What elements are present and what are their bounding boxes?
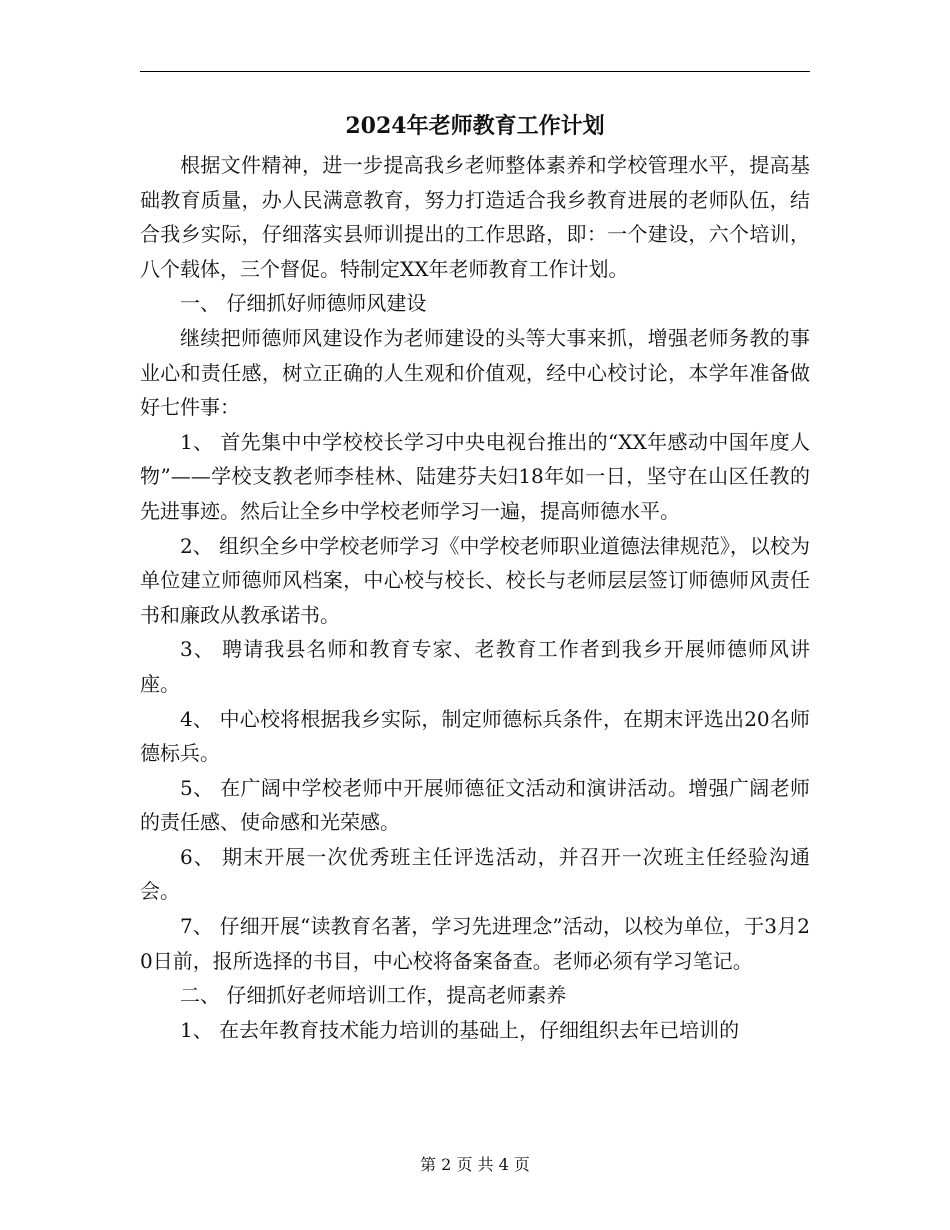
list-item-3: 3、 聘请我县名师和教育专家、老教育工作者到我乡开展师德师风讲座。 <box>140 637 810 696</box>
header-rule <box>140 71 810 72</box>
document-title: 2024年老师教育工作计划 <box>345 113 605 139</box>
list-item-8: 1、 在去年教育技术能力培训的基础上，仔细组织去年已培训的 <box>180 1017 740 1042</box>
section-heading-1: 一、 仔细抓好师德师风建设 <box>180 291 427 316</box>
list-item-5: 5、 在广阔中学校老师中开展师德征文活动和演讲活动。增强广阔老师的责任感、使命感和光荣感。 <box>140 775 810 835</box>
paragraph-section-1-intro: 继续把师德师风建设作为老师建设的头等大事来抓，增强老师务教的事业心和责任感，树立正确的人生观和价值观，经中心校讨论，本学年准备做好七件事： <box>140 325 810 420</box>
document-body <box>140 148 810 1047</box>
paragraph-intro: 根据文件精神，进一步提高我乡老师整体素养和学校管理水平，提高基础教育质量，办人民满意教育，努力打造适合我乡教育进展的老师队伍，结合我乡实际，仔细落实县师训提出的工作思路，即：一个建设，六个培训，八个载体，三个督促。特制定XX年老师教育工作计划。 <box>140 153 810 281</box>
list-item-7: 7、 仔细开展“读教育名著，学习先进理念”活动，以校为单位，于3月20日前，报所选择的书目，中心校将备案备查。老师必须有学习笔记。 <box>140 914 810 973</box>
page-number-footer: 第 2 页 共 4 页 <box>420 1155 530 1174</box>
list-item-4: 4、 中心校将根据我乡实际，制定师德标兵条件，在期末评选出20名师德标兵。 <box>140 706 810 766</box>
list-item-6: 6、 期末开展一次优秀班主任评选活动，并召开一次班主任经验沟通会。 <box>140 844 810 904</box>
section-heading-2: 二、 仔细抓好老师培训工作，提高老师素养 <box>180 983 567 1008</box>
list-item-1: 1、 首先集中中学校校长学习中央电视台推出的“XX年感动中国年度人物”——学校支教老师李桂林、陆建芬夫妇18年如一日，坚守在山区任教的先进事迹。然后让全乡中学校老师学习一遍，提高师德水平。 <box>140 429 810 523</box>
list-item-2: 2、 组织全乡中学校老师学习《中学校老师职业道德法律规范》，以校为单位建立师德师风档案，中心校与校长、校长与老师层层签订师德师风责任书和廉政从教承诺书。 <box>140 533 810 627</box>
